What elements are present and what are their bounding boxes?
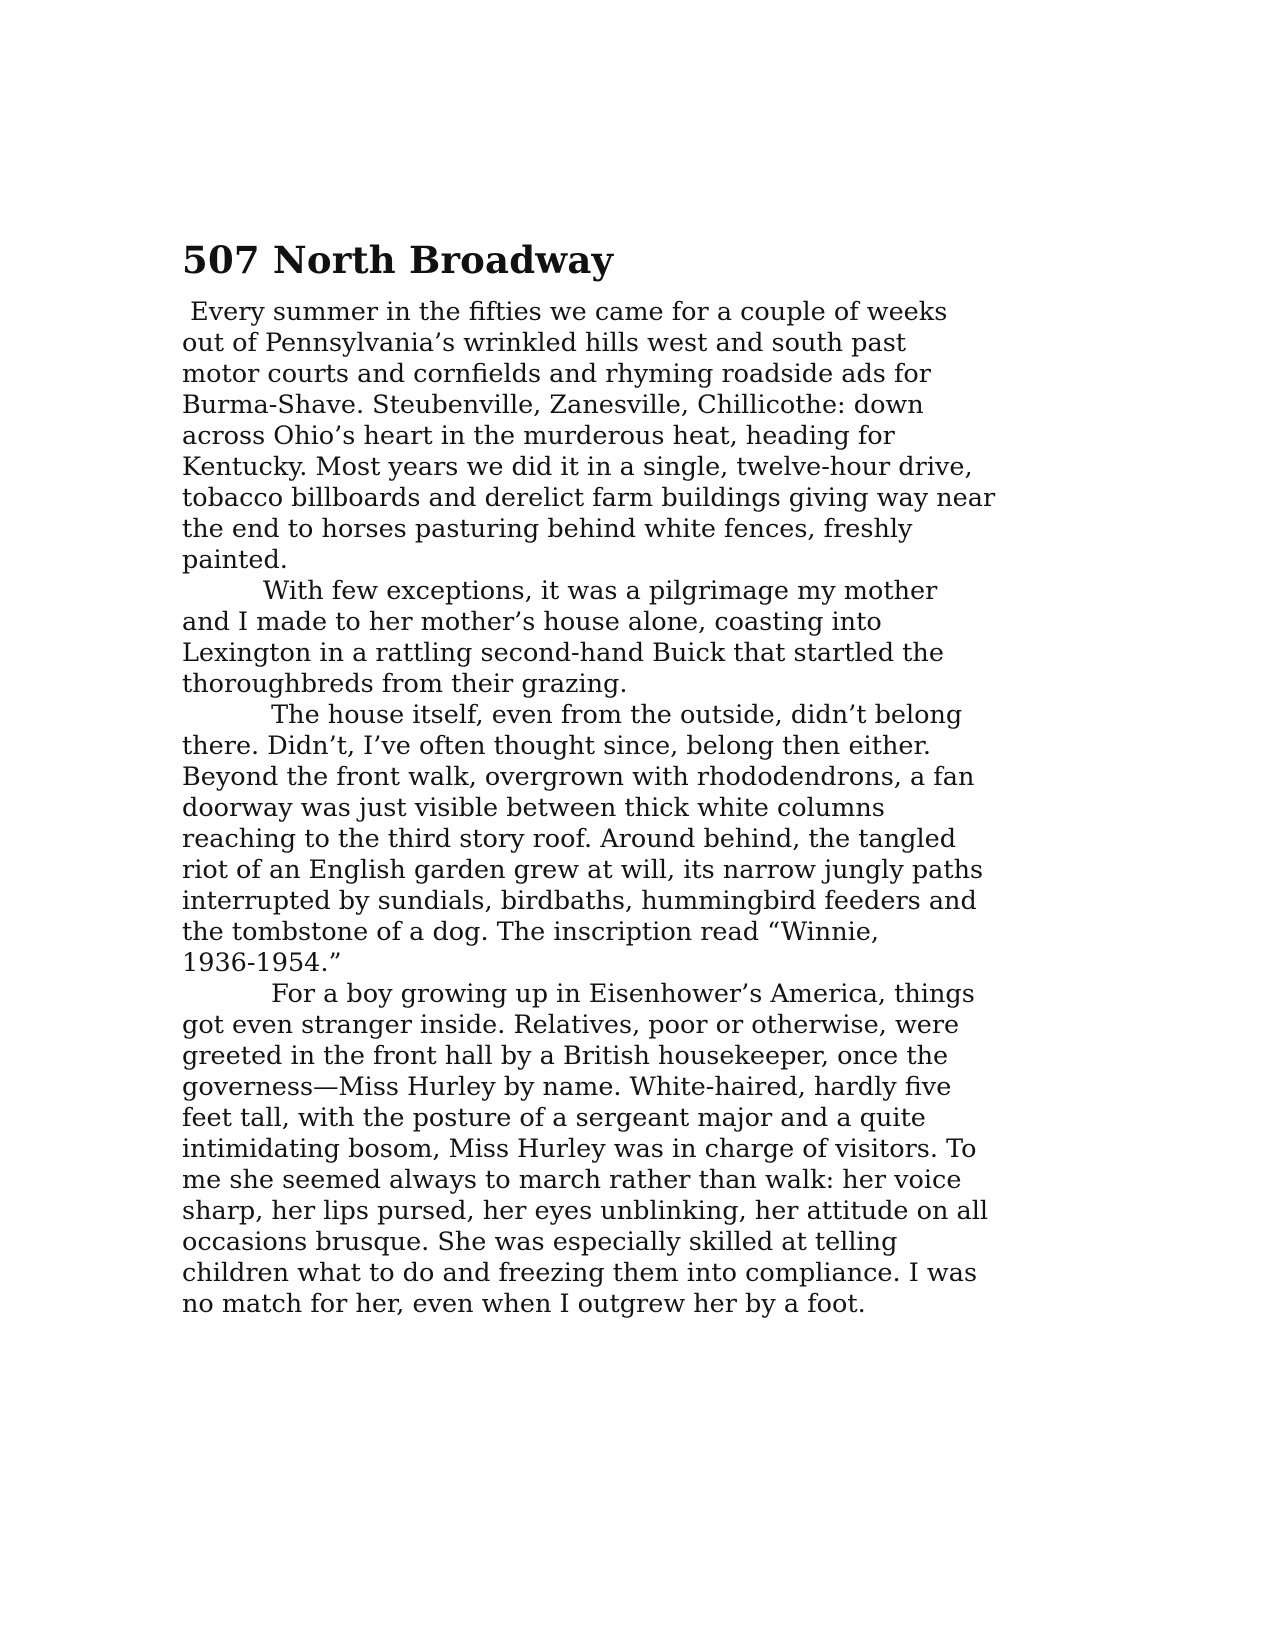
text-line: the tombstone of a dog. The inscription read “Winnie, [182, 917, 879, 947]
text-line: Every summer in the fifties we came for a couple of weeks [182, 297, 948, 327]
text-line: there. Didn’t, I’ve often thought since, belong then either. [182, 731, 931, 761]
page-title: 507 North Broadway [182, 238, 614, 282]
text-line: Lexington in a rattling second-hand Buick that startled the [182, 638, 944, 668]
text-line: interrupted by sundials, birdbaths, hummingbird feeders and [182, 886, 977, 916]
text-line: no match for her, even when I outgrew her by a foot. [182, 1289, 866, 1319]
text-line: doorway was just visible between thick white columns [182, 793, 885, 823]
text-line: occasions brusque. She was especially skilled at telling [182, 1227, 898, 1257]
text-line: Beyond the front walk, overgrown with rhododendrons, a fan [182, 762, 975, 792]
body-text [182, 297, 995, 1320]
text-line: me she seemed always to march rather than walk: her voice [182, 1165, 962, 1195]
text-line: thoroughbreds from their grazing. [182, 669, 628, 699]
text-line: feet tall, with the posture of a sergeant major and a quite [182, 1103, 926, 1133]
text-line: tobacco billboards and derelict farm buildings giving way near [182, 483, 996, 513]
text-line: For a boy growing up in Eisenhower’s America, things [182, 979, 975, 1009]
text-line: across Ohio’s heart in the murderous heat, heading for [182, 421, 895, 451]
text-line: the end to horses pasturing behind white fences, freshly [182, 514, 913, 544]
text-line: 1936-1954.” [182, 948, 342, 978]
text-line: The house itself, even from the outside, didn’t belong [182, 700, 963, 730]
text-line: got even stranger inside. Relatives, poor or otherwise, were [182, 1010, 960, 1040]
text-line: sharp, her lips pursed, her eyes unblinking, her attitude on all [182, 1196, 989, 1226]
text-line: and I made to her mother’s house alone, coasting into [182, 607, 882, 637]
text-line: riot of an English garden grew at will, its narrow jungly paths [182, 855, 984, 885]
text-line: governess—Miss Hurley by name. White-haired, hardly five [182, 1072, 952, 1102]
text-line: Kentucky. Most years we did it in a single, twelve-hour drive, [182, 452, 973, 482]
text-line: reaching to the third story roof. Around behind, the tangled [182, 824, 957, 854]
text-line: Burma-Shave. Steubenville, Zanesville, Chillicothe: down [182, 390, 924, 420]
text-line: motor courts and cornfields and rhyming roadside ads for [182, 359, 931, 389]
text-line: children what to do and freezing them into compliance. I was [182, 1258, 978, 1288]
text-line: intimidating bosom, Miss Hurley was in charge of visitors. To [182, 1134, 977, 1164]
text-line: With few exceptions, it was a pilgrimage my mother [182, 576, 938, 606]
text-line: greeted in the front hall by a British housekeeper, once the [182, 1041, 949, 1071]
text-line: out of Pennsylvania’s wrinkled hills west and south past [182, 328, 907, 358]
text-line: painted. [182, 545, 288, 575]
